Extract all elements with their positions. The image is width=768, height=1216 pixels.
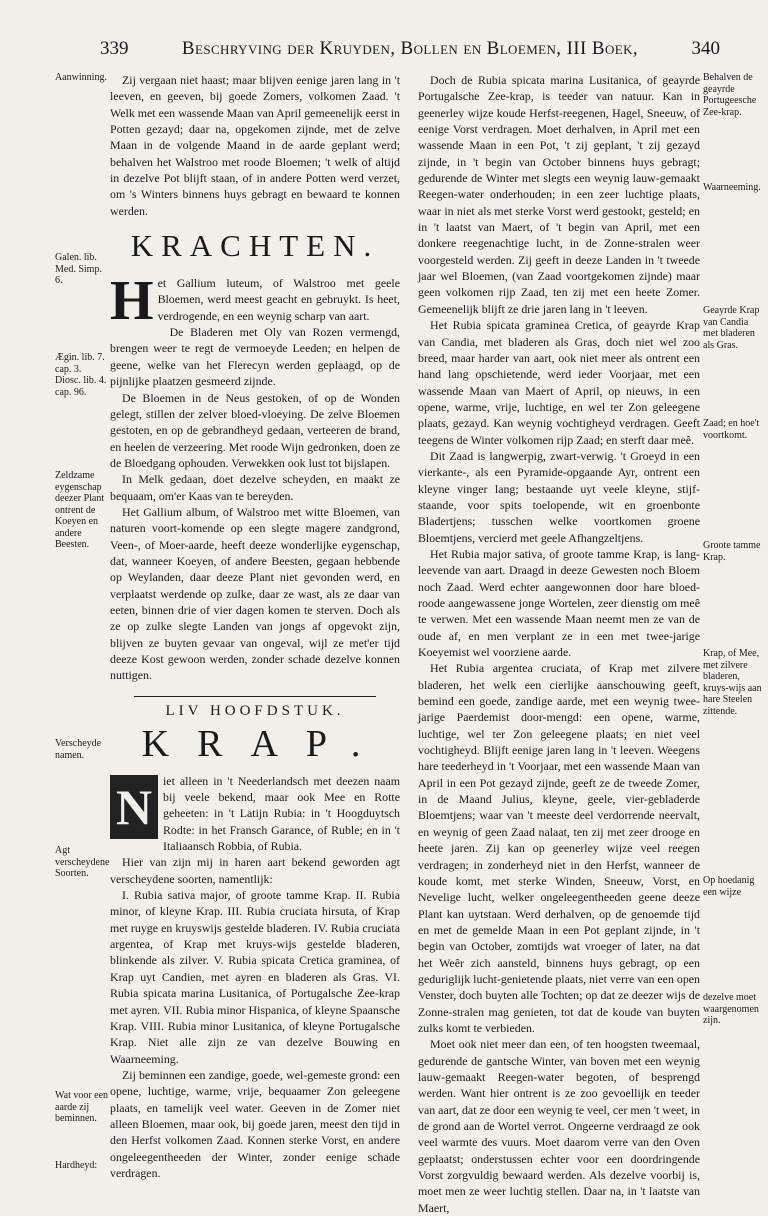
page-header [100, 38, 720, 68]
margin-note-krap-met: Krap, of Mee, met zilvere bladeren, kruys-wijs aan hare Steelen zittende. [703, 648, 762, 717]
paragraph-galium-text: et Gallium luteum, of Walstroo met geele Bloemen, werd meest geacht en gebruykt. Is heet, verdrogende, en een weynig scharp van aart. [157, 276, 400, 323]
margin-note-groote-krap: Groote tamme Krap. [703, 540, 761, 563]
margin-note-aegin: Ægin. lib. 7. cap. 3. Diosc. lib. 4. cap. 96. [55, 352, 107, 398]
drop-cap-h: H [110, 270, 154, 333]
margin-note-zaad: Zaad; en hoe't voortkomt. [703, 418, 760, 441]
paragraph-cretica: Het Rubia spicata graminea Cretica, of geayrde Krap van Candia, met bladeren als Gras, doch niet wel zoo breed, maar harder van aart, ook niet meer als ontrent een hand lang opschietende, werd ieder Voorjaar, met een wassende Maan van Maert of April, op nieuws, in een opene, warme, vrije, luchtige, en wel ter Zon geleegene plaats, gezayd. Kan weynig vochtigheyd verdragen. Geeft teegens de Winter volkomen rijp Zaad; en sterft daar meê. [418, 318, 700, 447]
drop-cap-n: N [110, 775, 158, 839]
paragraph-niet-alleen-text: iet alleen in 't Neederlandsch met deezen naam bij veele bekend, maar ook Mee en Rotte geheeten: in 't Latijn Rubia: in 't Hoogduytsch Rodte: in het Fransch Garance, of Ruble; en in 't Italiaansch Robbia, of Rubia. [163, 773, 400, 854]
margin-note-waarneeming: Waarneeming. [703, 182, 761, 193]
margin-note-geayrde-krap: Geayrde Krap van Candia met bladeren als Gras. [703, 305, 760, 351]
margin-note-op-hoedanig: Op hoedanig een wijze [703, 875, 755, 898]
left-column [110, 72, 400, 1181]
paragraph-argentea: Het Rubia argentea cruciata, of Krap met zilvere bladeren, het welk een cierlijke aanschouwing geeft, bemind een goede, zandige aarde, met een weynig twee-jarige Paerdemist door-mengd: een opene, warme, luchtige, wel ter Zon geleegene plaats; en niet veel vochtigheyd. Blijft eenige jaren lang in 't leeven. Weegens hare teederheyd in 't Voorjaar, met een wassende Maan van April in een Pot gezayd zijnde, geeft ze de tweede Zomer, in de Maand Julius, kleyne, geele, vier-gebladerde Bloemtjens; waar van 't meeste deel verdorrende neervalt, en weynig of geen Zaad nalaat, ten zij met zeer drooge en heete jaren. Zij kan op geenerley wijze veel reegen verdragen; in zonderheyd niet in den Herfst, wanneer de koude komt, met sterke Winden, Sneeuw, Vorst, en Nevelige lucht, welker ongeleegentheeden geene deeze Plant kan uytstaan. Werd derhalven, op de genoemde tijd en met de gemelde Maan in een Pot geplant zijnde, in 't begin van October, zomtijds wat vroeger of later, na dat het Weêr zich aansteld, binnens huys gebragt, op een geduriglijk lucht-genietende plaats, niet verre van een open Venster, doch buyten alle Tochten; op dat ze deezer wijs de Zonne-stralen mag genieten, tot dat de koude van buyten zulks komt te verbieden. [418, 661, 700, 1035]
paragraph-niet-alleen [110, 773, 400, 855]
margin-note-zeldzame: Zeldzame eygenschap deezer Plant ontrent de Koeyen en andere Beesten. [55, 470, 105, 550]
margin-note-dezelve-moet: dezelve moet waargenomen zijn. [703, 992, 759, 1026]
paragraph-beminnen: Zij beminnen een zandige, goede, wel-gemeste grond: een opene, luchtige, warme, vrije, bequaamer Zon geleegene plaats, en tamelijk veel water. Geeven in de Zomer niet alleen Bloemen, maar ook, bij goede jaren, meest den tijd in den Herfst volkomen Zaad. Konnen sterke Vorst, en andere ongeleegentheeden der Winter, zonder eenige schade verdragen. [110, 1067, 400, 1180]
paragraph-melk: In Melk gedaan, doet dezelve scheyden, en maakt ze bequaam, om'er Kaas van te bereyden. [110, 472, 400, 503]
running-title: Beschryving der Kruyden, Bollen en Bloemen, III Boek, [181, 38, 639, 59]
paragraph-hier: Hier van zijn mij in haren aart bekend geworden agt verscheydene soorten, namentlijk: [110, 855, 400, 886]
paragraph-bloemen: De Bloemen in de Neus gestoken, of op de Wonden gelegt, stillen der zelver bloed-vloeying. De zelve Bloemen gestoten, en op de gebrandheyd gedaan, verteeren de brand, en heelen de verzeering. Met roode Wijn gedronken, doen ze de Bloedgang ophouden. Verwekken ook lust tot bijslapen. [110, 390, 400, 470]
margin-note-behalven: Behalven de geayrde Portugeesche Zee-krap. [703, 72, 757, 118]
margin-note-aanwinning: Aanwinning. [55, 72, 107, 83]
chapter-heading: LIV HOOFDSTUK. [165, 702, 345, 719]
paragraph-aanwinning: Zij vergaan niet haast; maar blijven eenige jaren lang in 't leeven, en geeven, bij goede Zomers, volkomen Zaad. 't Welk met een wassende Maan van April gemeenelijk eerst in Potten gezayd; daar na, opgekomen zijnde, met de zelve Maan in de volgende Maand in de aarde geplant werd; behalven het Walstroo met roode Bloemen; 't welk of altijd in dezelve Pot blijft staan, of in andere Potten werd verzet, om 's Winters binnens huys gebragt en bewaard te konnen werden. [110, 73, 400, 218]
margin-note-agt-soorten: Agt verscheydene Soorten. [55, 845, 110, 879]
page-number-right: 340 [691, 38, 720, 59]
paragraph-soorten: I. Rubia sativa major, of groote tamme Krap. II. Rubia minor, of kleyne Krap. III. Rubia cruciata hirsuta, of Krap met ruyge en kruyswijs gestelde bladeren. IV. Rubia cruciata argentea, of Krap met kruys-wijs gestelde bladeren, blinkende als zilver. V. Rubia spicata Cretica graminea, of Krap uyt Candien, met ayren en bladeren als Gras. VI. Rubia spicata marina Lusitanica, of Portugalsche Zee-krap met ayren. VII. Rubia minor Hispanica, of kleyne Spaansche Krap. VIII. Rubia minor Lusitanica, of kleyne Portugalsche Krap. Niet alle zijn ze van dezelve Bouwing en Waarneeming. [110, 888, 400, 1066]
divider-rule [134, 696, 376, 697]
chapter-title-krap: KRAP. [141, 722, 389, 765]
margin-note-galen: Galen. lib. Med. Simp. 6. [55, 252, 102, 286]
right-column [418, 72, 700, 1216]
paragraph-doch: Doch de Rubia spicata marina Lusitanica, of geayrde Portugalsche Zee-krap, is teeder van natuur. Kan in geenerley wijze koude Herfst-reegenen, Hagel, Sneeuw, of eenige Vorst verdragen. Moet derhalven, in April met een wassende Maan in een Pot, 't zij geplant, 't zij gezayd zijnde, in 't begin van October binnens huys gebragt; gedurende de Winter met slegts een weynig lauw-gemaakt Reegen-water onderhouden; in een zeer luchtige plaats, waar in niet als met sterke Vorst werd gestookt, gesteld; en in 't laatst van Maert, of 't begin van April, met een donkere reegenachtige lucht, in de Zonne-stralen weer voorgesteld werden. Zij geeft in deeze Landen in 't tweede jaar wel Bloemen, (van Zaad voortgekomen zijnde) maar geen volkomen rijp Zaad, ten zij met een heete Zomer. Gemeenelijk blijft ze drie jaren lang in 't leeven. [418, 73, 700, 316]
page-number-left: 339 [100, 38, 129, 59]
margin-note-verscheyde-namen: Verscheyde namen. [55, 738, 102, 761]
paragraph-gallium-album: Het Gallium album, of Walstroo met witte Bloemen, van naturen voort-komende op een slegte magere zandgrond, Veen-, of Moer-aarde, heeft deeze wonderlijke eygenschap, dat, wanneer Koeyen, of andere Beesten, gegaan hebbende op Weylanden, daar deeze Plant niet gevonden werd, en verplaatst werdende op zulke, daar ze wast, als ze daar van eeten, binnen drie of vier dagen komen te sterven. Doch als ze op zulke slegte Landen van jongs af opgevokt zijn, blijven ze buyten gevaar van ongeval, wijl ze met'er tijd deeze Kost gewoon werden, zonder schade dezelve konnen nuttigen. [110, 504, 400, 683]
paragraph-major: Het Rubia major sativa, of groote tamme Krap, is lang-leevende van aart. Draagd in deeze Gewesten noch Bloem noch Zaad. Werd echter aangewonnen door hare bloed-roode aangewassene jonge Wortelen, zeer dienstig om meê te verwen. Met een wassende Maan neemt men ze van de oude af, en men verplant ze in een met twee-jarige Koeyemist wel voorziene aarde. [418, 546, 700, 660]
paragraph-bladeren: De Bladeren met Oly van Rozen vermengd, brengen weer te regt de vermoeyde Leeden; en helpen de geene, welke van het Flerecyn werden geplaagd, op de pijnlijke plaatzen gesmeerd zijnde. [110, 325, 400, 389]
paragraph-moet: Moet ook niet meer dan een, of ten hoogsten tweemaal, gedurende de gantsche Winter, van boven met een weynig lauw-gemaakt Reegen-water begoten, of besprengd werden. Want hier ontrent is ze zoo gevoellijk en teeder van aart, dat ze door een weynig te veel, cer men 't weet, in de grond aan de Wortel verrot. Ongeerne verdraagd ze ook veel warmte des vuurs. Moet daarom verre van den Oven geplaatst; onderstussen echter voor een doordringende Vorst zorgvuldig bewaard werden. Als dezelve voorbij is, moet men ze weer luchtig stellen. Daar na, in 't laatste van Maert, [418, 1037, 700, 1215]
paragraph-galium [110, 270, 400, 333]
margin-note-hardheyd: Hardheyd: [55, 1160, 98, 1171]
paragraph-zaad: Dit Zaad is langwerpig, zwart-verwig. 't Groeyd in een vierkante-, als een Pyramide-opgaande Ayr, ontrent een kleyne vinger lang; bestaande uyt veele kleyne, stijf-staande, voor spits toelopende, wit en groenbonte Bladertjens; tusschen welke voortkomen groene Bloemtjens, vercierd met geele Afhangzeltjens. [418, 448, 700, 545]
margin-note-wat-voor-aarde: Wat voor een aarde zij beminnen. [55, 1090, 109, 1124]
section-heading-krachten: KRACHTEN. [130, 228, 380, 264]
